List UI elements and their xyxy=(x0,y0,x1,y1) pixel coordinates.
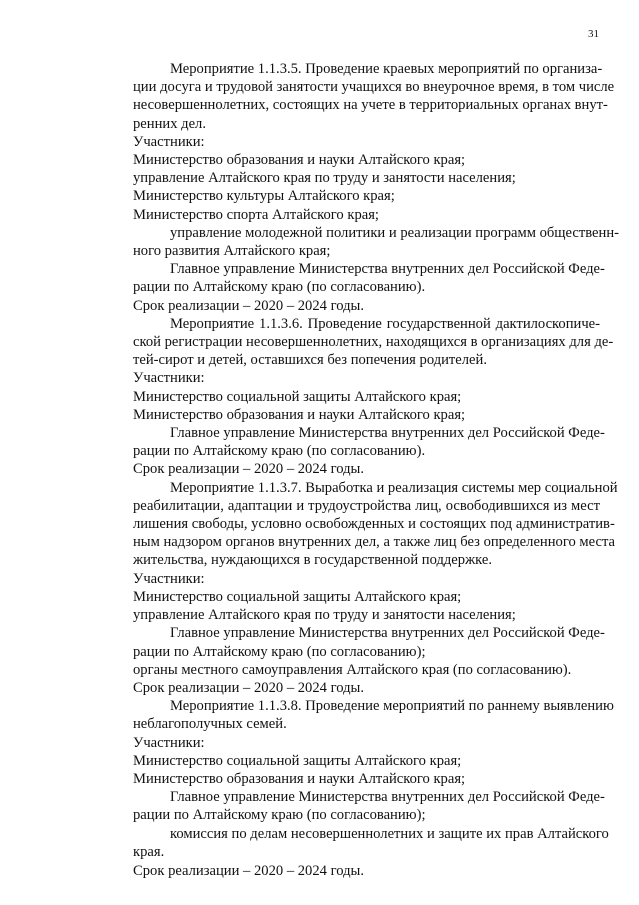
text-line: края. xyxy=(133,843,165,860)
text-line: рации по Алтайскому краю (по согласованию). xyxy=(133,443,426,460)
text-line: рации по Алтайскому краю (по согласованию); xyxy=(133,807,426,824)
text-line: ного развития Алтайского края; xyxy=(133,243,331,260)
participant-item xyxy=(96,624,605,660)
text-line: Главное управление Министерства внутренних дел Российской Феде- xyxy=(170,261,605,278)
text-line: рации по Алтайскому краю (по согласованию); xyxy=(133,643,426,660)
text-line: ренних дел. xyxy=(133,115,206,132)
participant-item: Министерство культуры Алтайского края; xyxy=(133,188,395,205)
participant-item: Министерство образования и науки Алтайского края; xyxy=(133,770,466,787)
text-line: тей-сирот и детей, оставшихся без попечения родителей. xyxy=(133,352,487,369)
text-line: рации по Алтайскому краю (по согласованию). xyxy=(133,279,426,296)
text-line: Главное управление Министерства внутренних дел Российской Феде- xyxy=(170,425,605,442)
text-line: несовершеннолетних, состоящих на учете в территориальных органах внут- xyxy=(133,97,608,114)
text-line: управление молодежной политики и реализации программ общественн- xyxy=(170,224,620,241)
participants-label: Участники: xyxy=(133,734,205,751)
text-line: комиссия по делам несовершеннолетних и защите их прав Алтайского xyxy=(170,825,609,842)
term-line: Срок реализации – 2020 – 2024 годы. xyxy=(133,862,364,879)
participant-item: Министерство социальной защиты Алтайского края; xyxy=(133,752,462,769)
participants-label: Участники: xyxy=(133,370,205,387)
participants-label: Участники: xyxy=(133,570,205,587)
term-line: Срок реализации – 2020 – 2024 годы. xyxy=(133,297,364,314)
participant-item: Министерство социальной защиты Алтайского края; xyxy=(133,388,462,405)
text-line: Мероприятие 1.1.3.8. Проведение мероприятий по раннему выявлению xyxy=(170,698,614,715)
participant-item xyxy=(96,788,605,824)
text-line: Главное управление Министерства внутренних дел Российской Феде- xyxy=(170,789,605,806)
text-line: жительства, нуждающихся в государственной поддержке. xyxy=(133,552,493,569)
page-number: 31 xyxy=(588,28,599,40)
text-line: Главное управление Министерства внутренних дел Российской Феде- xyxy=(170,625,605,642)
term-line: Срок реализации – 2020 – 2024 годы. xyxy=(133,679,364,696)
text-line: Мероприятие 1.1.3.5. Проведение краевых мероприятий по организа- xyxy=(170,61,603,77)
participant-item xyxy=(96,424,605,460)
event-1138-title xyxy=(96,697,614,733)
text-line: ской регистрации несовершеннолетних, находящихся в организациях для де- xyxy=(133,334,614,351)
participant-item xyxy=(96,825,609,861)
text-line: неблагополучных семей. xyxy=(133,716,287,733)
participant-item: Министерство социальной защиты Алтайского края; xyxy=(133,588,462,605)
participants-label: Участники: xyxy=(133,133,205,150)
text-line: Мероприятие 1.1.3.7. Выработка и реализация системы мер социальной xyxy=(170,479,618,496)
text-line: ным надзором органов внутренних дел, а также лиц без определенного места xyxy=(133,534,615,551)
document-body xyxy=(96,60,620,880)
text-line: Мероприятие 1.1.3.6. Проведение государственной дактилоскопиче- xyxy=(170,315,600,332)
participant-item: органы местного самоуправления Алтайского края (по согласованию). xyxy=(133,661,572,678)
term-line: Срок реализации – 2020 – 2024 годы. xyxy=(133,461,364,478)
participant-item: управление Алтайского края по труду и занятости населения; xyxy=(133,170,516,187)
text-line: ции досуга и трудовой занятости учащихся во внеурочное время, в том числе xyxy=(133,79,615,96)
participant-item: Министерство образования и науки Алтайского края; xyxy=(133,406,466,423)
text-line: лишения свободы, условно освобожденных и состоящих под административ- xyxy=(133,516,615,533)
participant-item xyxy=(96,260,605,296)
participant-item xyxy=(96,224,620,260)
event-1137-title xyxy=(96,479,618,570)
participant-item: управление Алтайского края по труду и занятости населения; xyxy=(133,607,516,624)
event-1136-title xyxy=(96,315,614,370)
text-line: реабилитации, адаптации и трудоустройства лиц, освободившихся из мест xyxy=(133,497,600,514)
participant-item: Министерство образования и науки Алтайского края; xyxy=(133,152,466,169)
event-1135-title xyxy=(96,60,615,133)
participant-item: Министерство спорта Алтайского края; xyxy=(133,206,379,223)
